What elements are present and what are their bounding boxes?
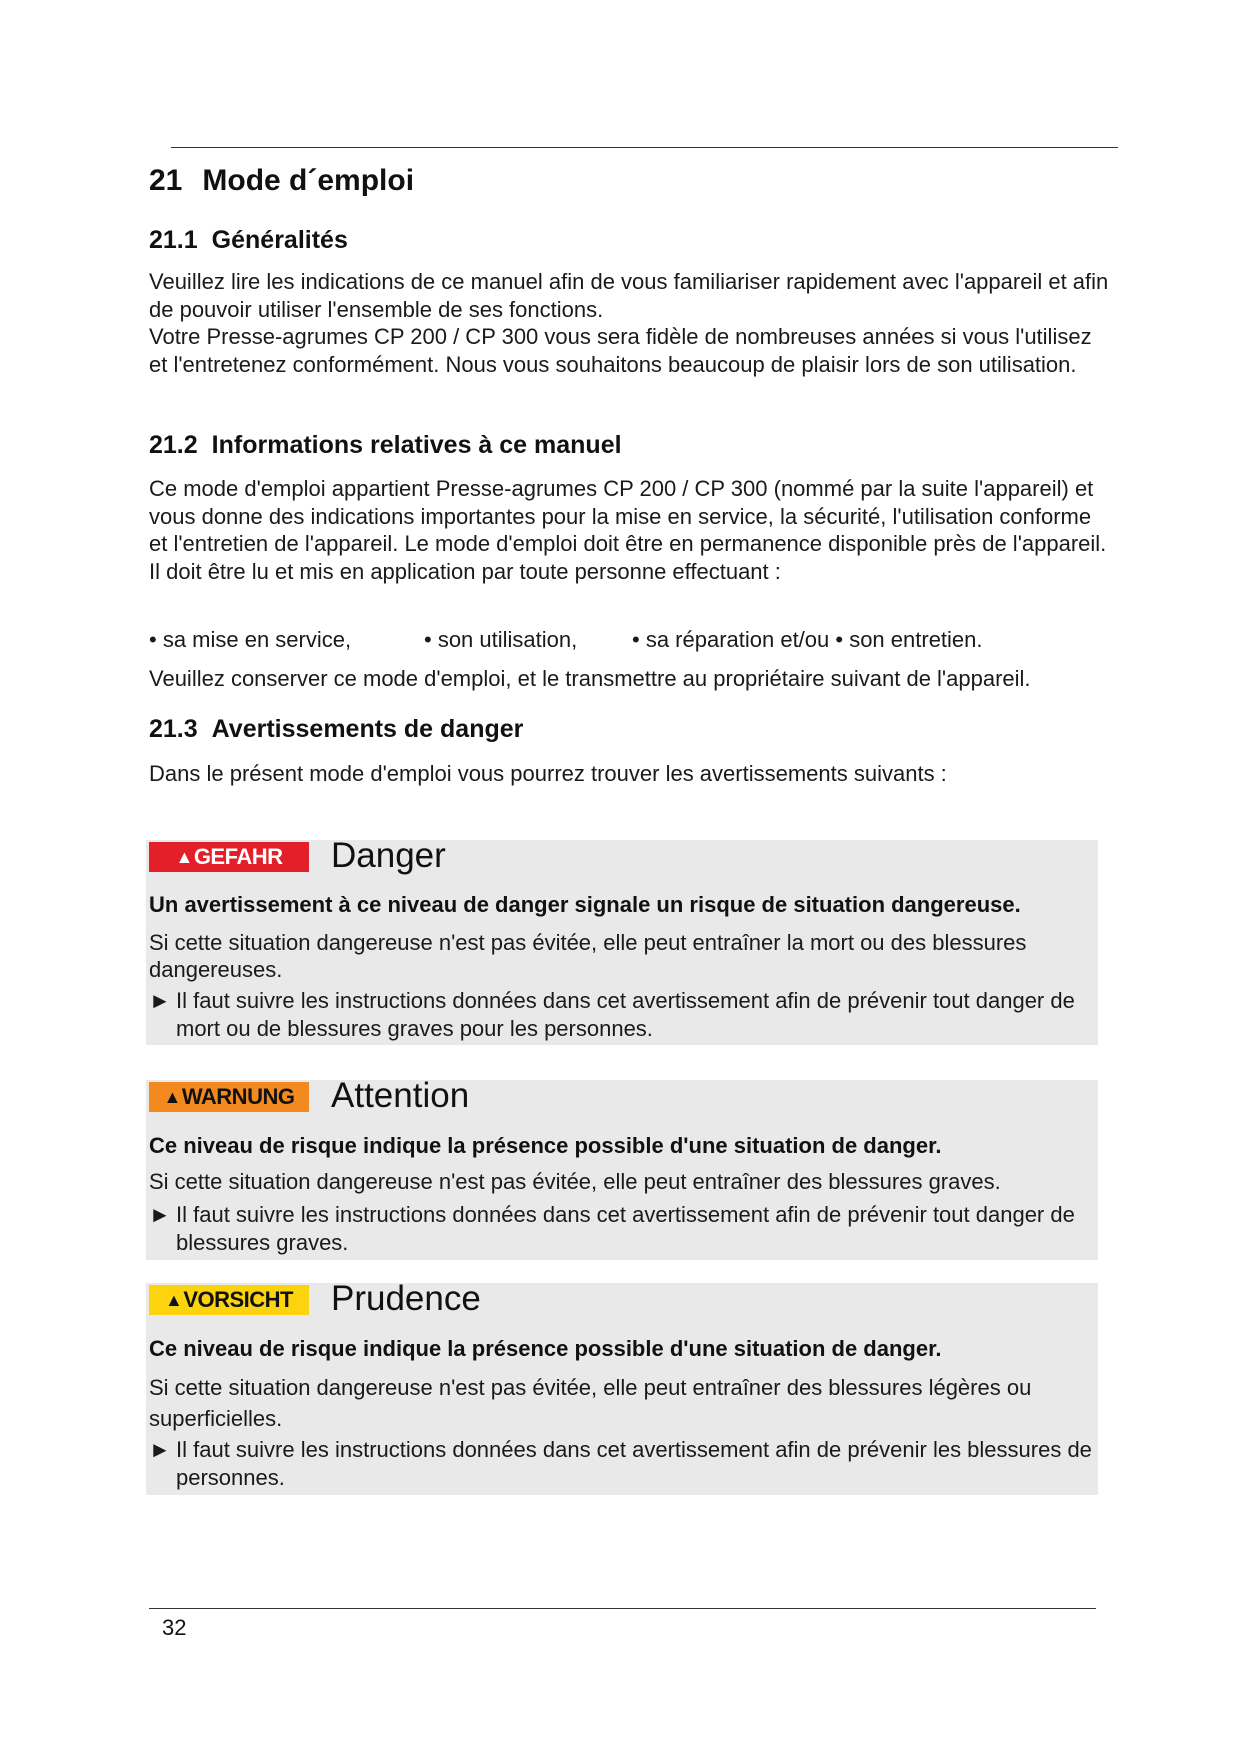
chapter-number: 21: [149, 164, 183, 197]
section-paragraph: Veuillez lire les indications de ce manuel afin de vous familiariser rapidement avec l'appareil et afin de pouvoir utiliser l'ensemble de ses fonctions.: [149, 269, 1109, 322]
warning-box-caution: [146, 1279, 1098, 1495]
warning-statement: Ce niveau de risque indique la présence possible d'une situation de danger.: [149, 1336, 942, 1361]
badge-label: GEFAHR: [193, 844, 283, 869]
warning-triangle-icon: ▲: [163, 1086, 181, 1107]
section-heading-informations: [149, 431, 622, 460]
warning-box-danger: [146, 836, 1098, 1045]
warning-instruction: [149, 1436, 1094, 1492]
warning-title: Danger: [331, 836, 446, 875]
warning-title: Prudence: [331, 1279, 481, 1318]
badge-label: WARNUNG: [181, 1084, 295, 1109]
warning-instruction-text: Il faut suivre les instructions données dans cet avertissement afin de prévenir tout danger de mort ou de blessures graves pour les personnes.: [176, 988, 1075, 1041]
chapter-title: Mode d´emploi: [202, 164, 415, 197]
warning-instruction-text: Il faut suivre les instructions données dans cet avertissement afin de prévenir tout danger de blessures graves.: [176, 1202, 1075, 1255]
warning-consequence: Si cette situation dangereuse n'est pas évitée, elle peut entraîner la mort ou des blessures dangereuses.: [149, 930, 1027, 982]
warning-instruction: [149, 1201, 1094, 1257]
footer-rule: [149, 1608, 1096, 1609]
warning-instruction: [149, 987, 1094, 1043]
section-heading-avertissements: [149, 715, 523, 744]
warning-badge: [149, 1082, 309, 1112]
list-item: • sa mise en service,: [149, 627, 352, 652]
warning-statement: Un avertissement à ce niveau de danger signale un risque de situation dangereuse.: [149, 892, 1021, 917]
section-paragraph: Dans le présent mode d'emploi vous pourrez trouver les avertissements suivants :: [149, 761, 947, 786]
section-title: Généralités: [211, 226, 348, 254]
section-paragraph: Veuillez conserver ce mode d'emploi, et le transmettre au propriétaire suivant de l'appareil.: [149, 666, 1031, 691]
section-number: 21.3: [149, 715, 198, 743]
warning-consequence: Si cette situation dangereuse n'est pas évitée, elle peut entraîner des blessures légères ou superficielles.: [149, 1375, 1032, 1431]
section-number: 21.1: [149, 226, 198, 254]
section-paragraph: Votre Presse-agrumes CP 200 / CP 300 vous sera fidèle de nombreuses années si vous l'utilisez et l'entretenez conformément. Nous vous souhaitons beaucoup de plaisir lors de son utilisation.: [149, 324, 1092, 377]
header-rule: [171, 147, 1118, 148]
list-item: • sa réparation et/ou • son entretien.: [632, 627, 983, 652]
warning-consequence: Si cette situation dangereuse n'est pas évitée, elle peut entraîner des blessures graves.: [149, 1169, 1001, 1194]
caution-badge: [149, 1285, 309, 1315]
section-paragraph: Ce mode d'emploi appartient Presse-agrumes CP 200 / CP 300 (nommé par la suite l'appareil) et vous donne des indications importantes pour la mise en service, la sécurité, l'utilisation conforme et l'entretien de l'appareil. Le mode d'emploi doit être en permanence disponible près de l'appareil. Il doit être lu et mis en application par toute personne effectuant :: [149, 476, 1107, 584]
warning-triangle-icon: ▲: [175, 846, 193, 867]
warning-triangle-icon: ▲: [164, 1289, 183, 1310]
warning-box-warning: [146, 1076, 1098, 1260]
arrow-right-icon: ►: [149, 1202, 171, 1227]
section-title: Informations relatives à ce manuel: [211, 431, 622, 459]
page-number: 32: [162, 1615, 187, 1640]
list-item: • son utilisation,: [424, 627, 578, 652]
danger-badge: [149, 842, 309, 872]
warning-instruction-text: Il faut suivre les instructions données dans cet avertissement afin de prévenir les blessures de personnes.: [176, 1437, 1092, 1490]
warning-statement: Ce niveau de risque indique la présence possible d'une situation de danger.: [149, 1133, 942, 1158]
arrow-right-icon: ►: [149, 988, 171, 1013]
badge-label: VORSICHT: [183, 1287, 293, 1312]
section-number: 21.2: [149, 431, 198, 459]
section-heading-generalites: [149, 226, 348, 255]
section-title: Avertissements de danger: [211, 715, 524, 743]
warning-title: Attention: [331, 1076, 470, 1115]
chapter-heading: [149, 164, 414, 198]
arrow-right-icon: ►: [149, 1437, 171, 1462]
